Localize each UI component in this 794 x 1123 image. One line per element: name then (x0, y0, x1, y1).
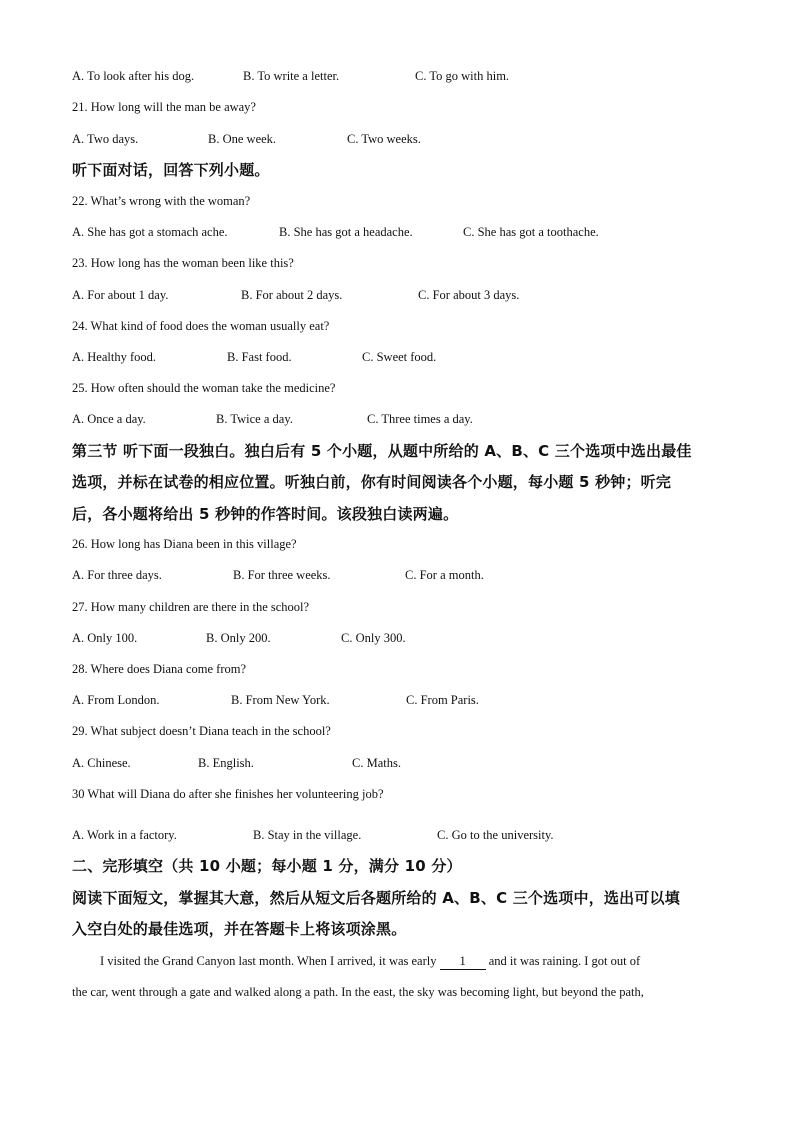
option-c: C. From Paris. (406, 693, 479, 707)
part-2-heading: 二、完形填空（共 10 小题；每小题 1 分，满分 10 分） (72, 857, 462, 875)
section-heading: 听下面对话，回答下列小题。 (72, 161, 270, 179)
section-3-heading-line1: 第三节 听下面一段独白。独白后有 5 个小题，从题中所给的 A、B、C 三个选项中选出最佳 (72, 442, 692, 460)
question-21: 21. How long will the man be away? (72, 100, 256, 114)
option-b: B. She has got a headache. (279, 225, 413, 239)
part-2-instructions-line2: 入空白处的最佳选项，并在答题卡上将该项涂黑。 (72, 920, 407, 938)
option-a: A. For three days. (72, 568, 162, 582)
section-3-heading-line3: 后，各小题将给出 5 秒钟的作答时间。该段独白读两遍。 (72, 505, 459, 523)
option-a: A. Healthy food. (72, 350, 157, 364)
option-c: C. To go with him. (415, 69, 510, 83)
passage-text: and it was raining. I got out of (485, 954, 641, 968)
option-b: B. Twice a day. (216, 412, 293, 426)
option-b: B. English. (198, 756, 254, 770)
question-29: 29. What subject doesn’t Diana teach in the school? (72, 724, 331, 738)
question-27: 27. How many children are there in the school? (72, 600, 310, 614)
option-c: C. For a month. (405, 568, 484, 582)
option-a: A. For about 1 day. (72, 288, 169, 302)
question-28: 28. Where does Diana come from? (72, 662, 247, 676)
passage-line-2: the car, went through a gate and walked along a path. In the east, the sky was becoming light, but beyond the path, (72, 985, 644, 999)
option-c: C. She has got a toothache. (463, 225, 599, 239)
option-b: B. One week. (208, 132, 277, 146)
section-3-heading-line2: 选项，并标在试卷的相应位置。听独白前，你有时间阅读各个小题，每小题 5 秒钟；听完 (72, 473, 672, 491)
option-b: B. For about 2 days. (241, 288, 343, 302)
option-c: C. Maths. (352, 756, 401, 770)
question-22: 22. What’s wrong with the woman? (72, 194, 251, 208)
option-c: C. Two weeks. (347, 132, 421, 146)
passage-line-1 (100, 953, 750, 970)
option-a: A. Once a day. (72, 412, 146, 426)
option-a: A. Only 100. (72, 631, 138, 645)
blank-1[interactable]: 1 (440, 953, 486, 970)
option-a: A. To look after his dog. (72, 69, 195, 83)
option-a: A. She has got a stomach ache. (72, 225, 228, 239)
option-a: A. Work in a factory. (72, 828, 177, 842)
question-30: 30 What will Diana do after she finishes her volunteering job? (72, 787, 384, 801)
option-c: C. Only 300. (341, 631, 406, 645)
option-c: C. For about 3 days. (418, 288, 520, 302)
question-23: 23. How long has the woman been like this? (72, 256, 294, 270)
question-24: 24. What kind of food does the woman usually eat? (72, 319, 330, 333)
part-2-instructions-line1: 阅读下面短文，掌握其大意，然后从短文后各题所给的 A、B、C 三个选项中，选出可以填 (72, 889, 680, 907)
option-b: B. To write a letter. (243, 69, 340, 83)
option-b: B. Only 200. (206, 631, 271, 645)
option-b: B. Fast food. (227, 350, 292, 364)
option-a: A. From London. (72, 693, 160, 707)
question-25: 25. How often should the woman take the medicine? (72, 381, 336, 395)
option-a: A. Chinese. (72, 756, 131, 770)
option-b: B. Stay in the village. (253, 828, 362, 842)
option-c: C. Sweet food. (362, 350, 437, 364)
option-a: A. Two days. (72, 132, 139, 146)
question-26: 26. How long has Diana been in this village? (72, 537, 297, 551)
option-b: B. From New York. (231, 693, 330, 707)
option-c: C. Go to the university. (437, 828, 554, 842)
option-c: C. Three times a day. (367, 412, 473, 426)
option-b: B. For three weeks. (233, 568, 331, 582)
passage-text: I visited the Grand Canyon last month. When I arrived, it was early (100, 954, 440, 968)
